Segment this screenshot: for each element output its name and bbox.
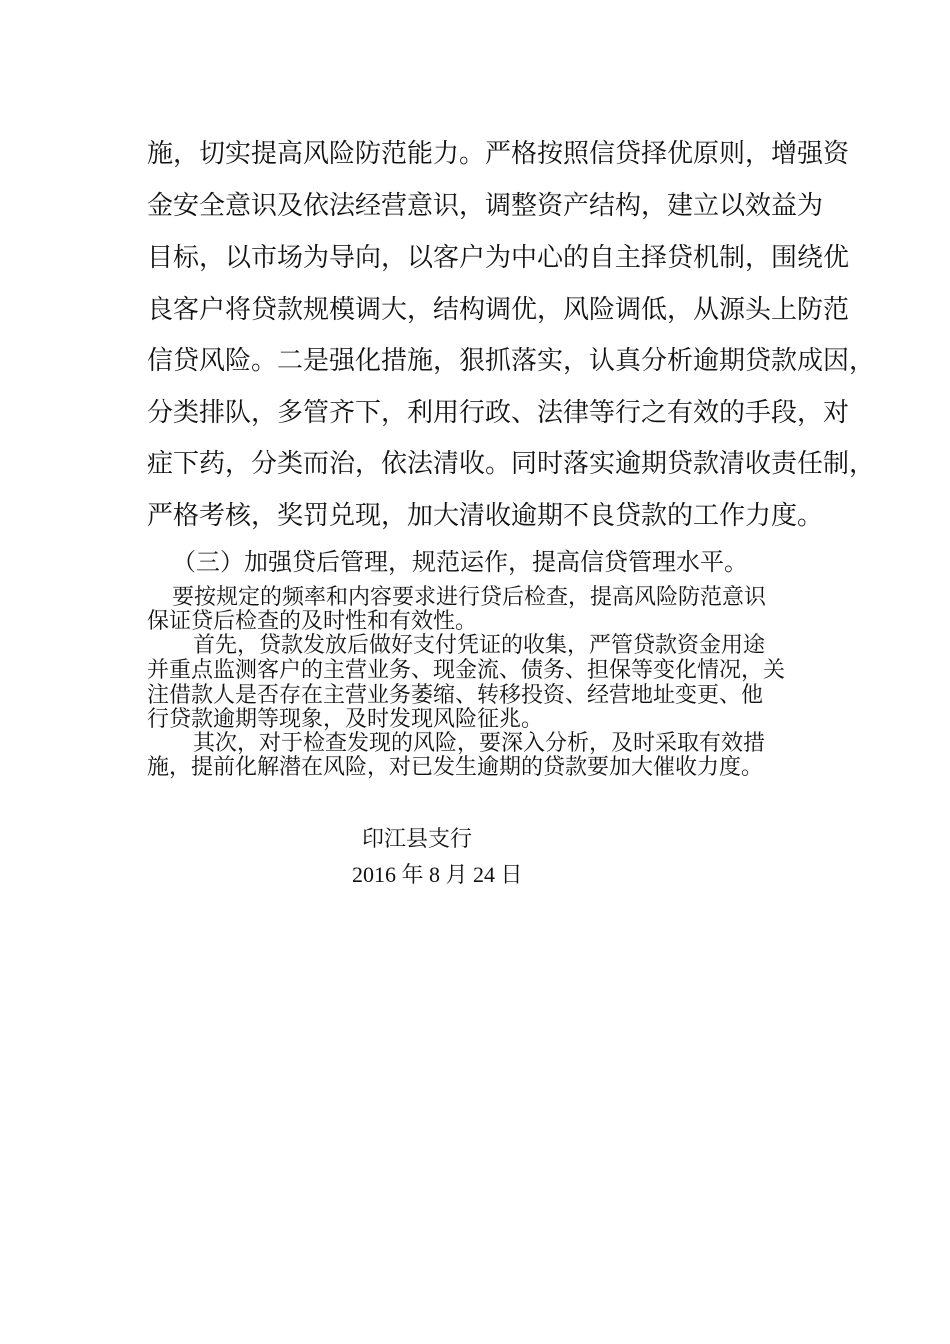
body-line: 良客户将贷款规模调大，结构调优，风险调低，从源头上防范 xyxy=(147,295,850,325)
body-line: 要按规定的频率和内容要求进行贷后检查，提高风险防范意识 xyxy=(172,585,767,610)
body-line: 注借款人是否存在主营业务萎缩、转移投资、经营地址变更、他 xyxy=(147,683,764,708)
body-line: 施，提前化解潜在风险，对已发生逾期的贷款要加大催收力度。 xyxy=(147,755,764,780)
body-line: 严格考核，奖罚兑现，加大清收逾期不良贷款的工作力度。 xyxy=(147,501,824,531)
section-heading: （三）加强贷后管理，规范运作，提高信贷管理水平。 xyxy=(172,548,748,576)
body-line: 分类排队，多管齐下，利用行政、法律等行之有效的手段，对 xyxy=(147,398,850,428)
body-line: 信贷风险。二是强化措施，狠抓落实，认真分析逾期贷款成因， xyxy=(147,346,876,376)
body-line: 症下药，分类而治，依法清收。同时落实逾期贷款清收责任制， xyxy=(147,449,876,479)
body-line: 首先，贷款发放后做好支付凭证的收集，严管贷款资金用途 xyxy=(193,633,766,658)
signature-org: 印江县支行 xyxy=(362,826,473,851)
body-line: 金安全意识及依法经营意识，调整资产结构，建立以效益为 xyxy=(147,191,824,221)
body-line: 其次，对于检查发现的风险，要深入分析，及时采取有效措 xyxy=(193,731,766,756)
body-line: 保证贷后检查的及时性和有效性。 xyxy=(147,609,478,634)
body-line: 施，切实提高风险防范能力。严格按照信贷择优原则，增强资 xyxy=(147,139,850,169)
body-line: 目标，以市场为导向，以客户为中心的自主择贷机制，围绕优 xyxy=(147,243,850,273)
body-line: 行贷款逾期等现象，及时发现风险征兆。 xyxy=(147,707,544,732)
signature-date: 2016 年 8 月 24 日 xyxy=(352,862,523,887)
body-line: 并重点监测客户的主营业务、现金流、债务、担保等变化情况，关 xyxy=(147,658,786,683)
